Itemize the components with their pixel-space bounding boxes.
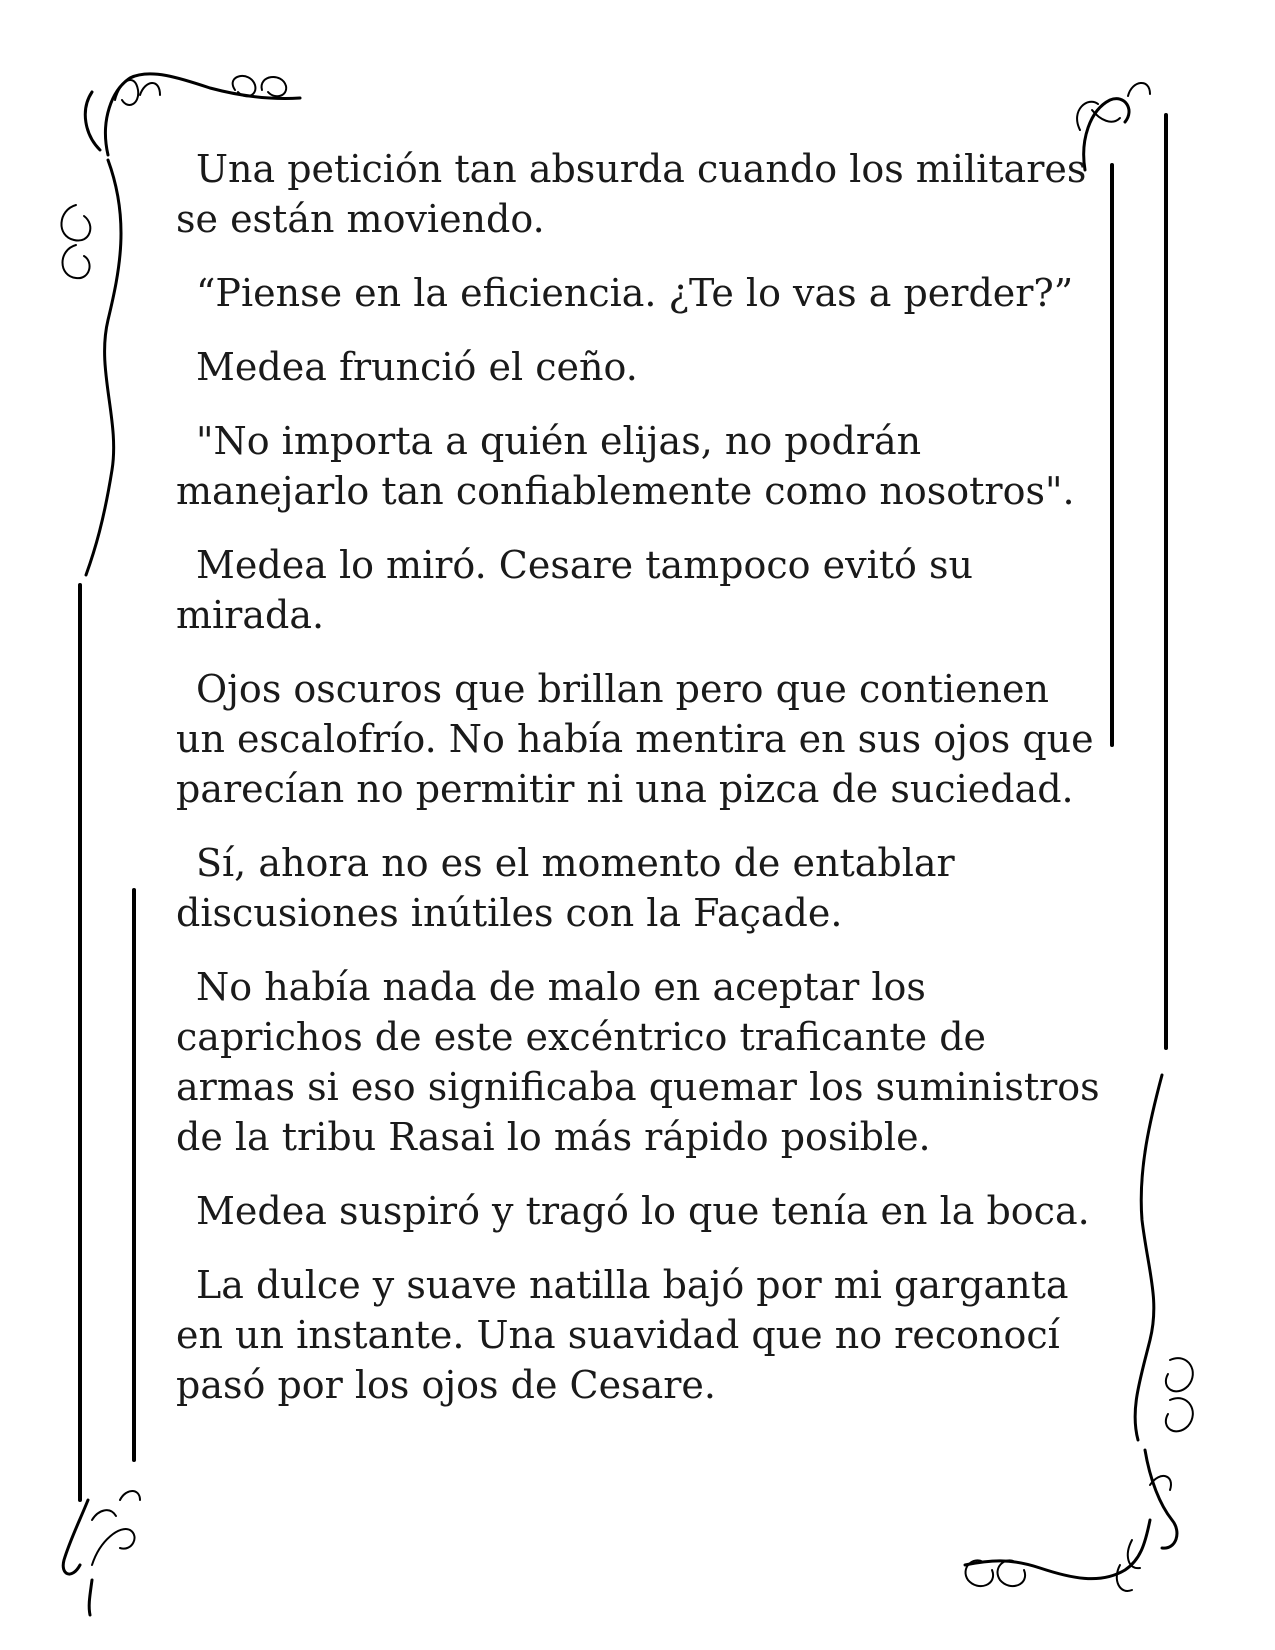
paragraph: "No importa a quién elijas, no podrán manejarlo tan confiablemente como nosotros". bbox=[176, 419, 1075, 513]
paragraph: La dulce y suave natilla bajó por mi garganta en un instante. Una suavidad que no reconocí pasó por los ojos de Cesare. bbox=[176, 1263, 1069, 1407]
paragraph: “Piense en la eficiencia. ¿Te lo vas a perder?” bbox=[196, 271, 1074, 315]
paragraph: Sí, ahora no es el momento de entablar discusiones inútiles con la Façade. bbox=[176, 841, 955, 935]
bottom-left-flourish bbox=[63, 1491, 140, 1615]
paragraph: Medea frunció el ceño. bbox=[196, 345, 638, 389]
paragraph: Medea suspiró y tragó lo que tenía en la boca. bbox=[196, 1189, 1090, 1233]
paragraph: Una petición tan absurda cuando los militares se están moviendo. bbox=[176, 147, 1087, 241]
paragraph: No había nada de malo en aceptar los caprichos de este excéntrico traficante de armas si eso significaba quemar los suministros de la tribu Rasai lo más rápido posible. bbox=[176, 965, 1100, 1159]
paragraph: Ojos oscuros que brillan pero que contienen un escalofrío. No había mentira en sus ojos que parecían no permitir ni una pizca de suciedad. bbox=[176, 667, 1094, 811]
body-text bbox=[176, 144, 1106, 1434]
paragraph: Medea lo miró. Cesare tampoco evitó su mirada. bbox=[176, 543, 973, 637]
